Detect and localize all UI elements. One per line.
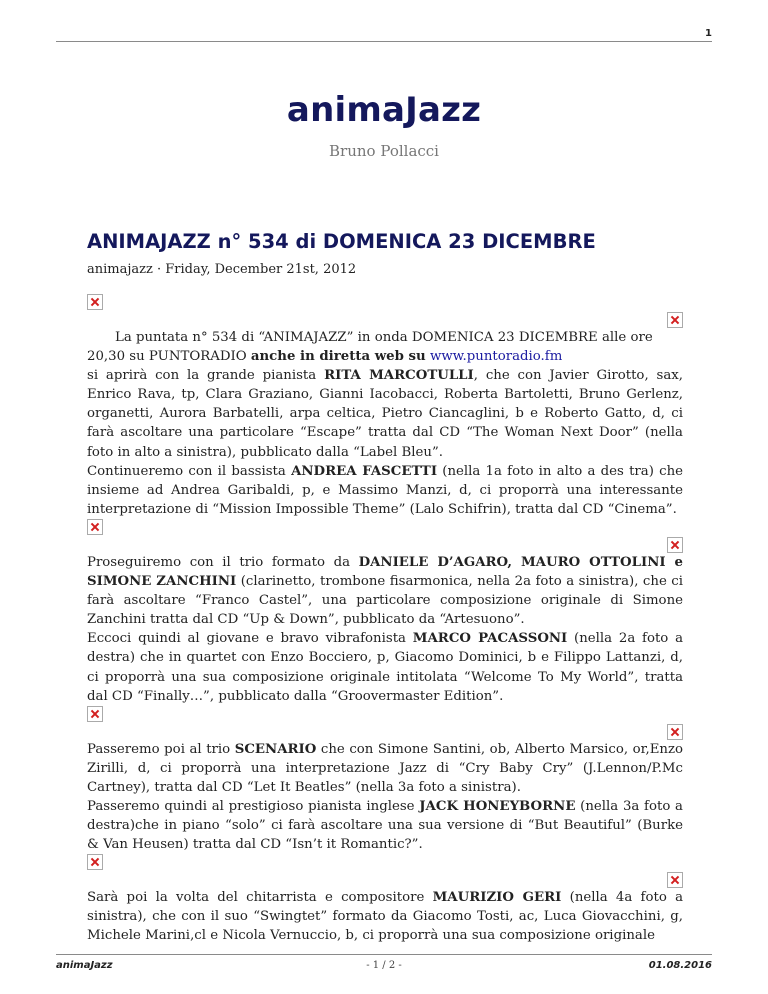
paragraph-2: Proseguiremo con il trio formato da DANIELE D’AGARO, MAURO OTTOLINI e SIMONE ZANCHINI (clarinetto, trombone fisarmonica, nella 2a foto a sinistra), che ci farà ascoltare “Franco Castel”, una particolare composizione originale di Simone Zanchini tratta dal CD “Up & Down”, pubblicato da “Artesuono”. — [87, 554, 683, 628]
paragraph-1-body: si aprirà con la grande pianista RITA MARCOTULLI, che con Javier Girotto, sax, Enrico Rava, tp, Clara Graziano, Gianni Iacobacci, Roberta Bartoletti, Bruno Gerlenz, organetti, Aurora Barbatelli, arpa celtica, Pietro Ciancaglini, b e Roberto Gatto, d, ci farà ascoltare una particolare “Escape” tratta dal CD “The Woman Next Door” (nella foto in alto a sinistra), pubblicato dalla “Label Bleu”. — [87, 368, 683, 460]
broken-image-icon — [87, 519, 103, 535]
broken-image-icon — [87, 294, 103, 310]
post-title[interactable]: ANIMAJAZZ n° 534 di DOMENICA 23 DICEMBRE — [87, 230, 596, 253]
paragraph-2-cont: Eccoci quindi al giovane e bravo vibrafonista MARCO PACASSONI (nella 2a foto a destra) che in quartet con Enzo Bocciero, p, Giacomo Dominici, b e Filippo Lattanzi, d, ci proporrà una sua composizione originale intitolata “Welcome To My World”, tratta dal CD “Finally…”, pubblicato dalla “Groovermaster Edition”. — [87, 631, 683, 704]
broken-image-icon — [87, 854, 103, 870]
broken-image-icon — [667, 312, 683, 328]
paragraph-3-cont: Passeremo quindi al prestigioso pianista inglese JACK HONEYBORNE (nella 3a foto a destra)che in piano “solo” ci farà ascoltare una sua versione di “But Beautiful” (Burke & Van Heusen) tratta dal CD “Isn’t it Romantic?”. — [87, 798, 683, 853]
page-number: 1 — [705, 28, 712, 39]
broken-image-icon — [667, 537, 683, 553]
broken-image-icon — [87, 706, 103, 722]
paragraph-1: La puntata n° 534 di “ANIMAJAZZ” in onda DOMENICA 23 DICEMBRE alle ore 20,30 su PUNTORADIO anche in diretta web su www.puntoradio.fm — [87, 330, 653, 365]
site-subtitle: Bruno Pollacci — [329, 142, 439, 160]
paragraph-1-cont: Continueremo con il bassista ANDREA FASCETTI (nella 1a foto in alto a des tra) che insieme ad Andrea Garibaldi, p, e Massimo Manzi, d, ci proporrà una interessante interpretazione di “Mission Impossible Theme” (Lalo Schifrin), tratta dal CD “Cinema”. — [87, 463, 684, 517]
footer-divider — [56, 954, 712, 955]
site-title[interactable]: animaJazz — [286, 90, 482, 130]
paragraph-3: Passeremo poi al trio SCENARIO che con Simone Santini, ob, Alberto Marsico, or,Enzo Zirilli, d, ci proporrà una interpretazione Jazz di “Cry Baby Cry” (J.Lennon/P.Mc Cartney), tratta dal CD “Let It Beatles” (nella 3a foto a sinistra). — [87, 741, 684, 795]
post-meta: animajazz · Friday, December 21st, 2012 — [87, 262, 357, 277]
header-divider — [56, 41, 712, 42]
broken-image-icon — [667, 724, 683, 740]
footer-site-name: animaJazz — [56, 960, 113, 971]
post-content — [87, 294, 683, 946]
footer-page-count: - 1 / 2 - — [366, 960, 402, 971]
broken-image-icon — [667, 872, 683, 888]
paragraph-4: Sarà poi la volta del chitarrista e compositore MAURIZIO GERI (nella 4a foto a sinistra), che con il suo “Swingtet” formato da Giacomo Tosti, ac, Luca Giovacchini, g, Michele Marini,cl e Nicola Vernuccio, b, ci proporrà una sua composizione originale — [87, 890, 683, 944]
puntoradio-link[interactable]: www.puntoradio.fm — [429, 349, 563, 365]
footer-date: 01.08.2016 — [648, 960, 712, 971]
